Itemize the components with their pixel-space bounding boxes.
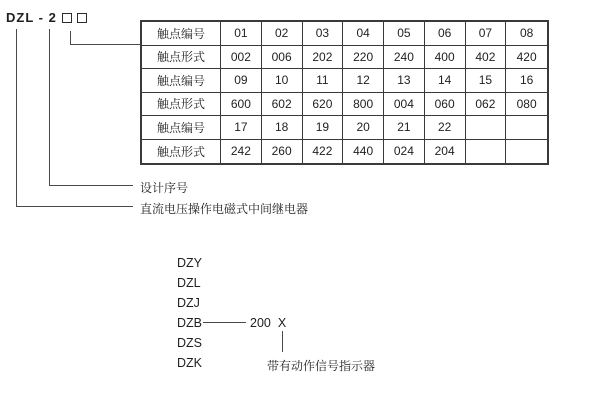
value-cell: 14 [425,69,466,93]
value-cell: 002 [221,46,262,70]
value-cell: 202 [303,46,344,70]
value-cell: 04 [343,22,384,46]
value-cell: 220 [343,46,384,70]
row-label-cell: 触点形式 [142,140,221,164]
value-cell: 440 [343,140,384,164]
value-cell: 600 [221,93,262,117]
value-cell: 242 [221,140,262,164]
value-cell: 006 [262,46,303,70]
value-cell: 18 [262,116,303,140]
value-cell: 400 [425,46,466,70]
series-list [177,253,202,373]
model-code [6,10,87,25]
value-cell: 240 [384,46,425,70]
value-cell: 06 [425,22,466,46]
dzb-value [250,314,286,332]
value-cell: 004 [384,93,425,117]
indicator-note: 带有动作信号指示器 [267,359,376,373]
value-cell: 21 [384,116,425,140]
value-cell: 09 [221,69,262,93]
value-cell: 420 [506,46,547,70]
connector-hline-placeholder-to-table [70,44,140,45]
connector-hline-dzb-value [203,322,246,323]
value-cell: 17 [221,116,262,140]
value-cell: 10 [262,69,303,93]
value-cell: 800 [343,93,384,117]
value-cell: 13 [384,69,425,93]
value-cell: 08 [506,22,547,46]
series-item: DZJ [177,296,200,310]
series-item: DZK [177,356,202,370]
dzb-value-suffix: X [277,316,287,330]
placeholder-box [62,13,72,23]
value-cell: 12 [343,69,384,93]
value-cell [466,116,507,140]
value-cell: 15 [466,69,507,93]
row-label-cell: 触点形式 [142,93,221,117]
value-cell: 062 [466,93,507,117]
value-cell: 060 [425,93,466,117]
row-label-cell: 触点编号 [142,69,221,93]
model-code-text: DZL - 2 [6,10,57,25]
connector-hline-relay-description [16,206,133,207]
value-cell: 11 [303,69,344,93]
value-cell: 602 [262,93,303,117]
row-label-cell: 触点形式 [142,46,221,70]
value-cell [466,140,507,164]
value-cell: 02 [262,22,303,46]
value-cell: 05 [384,22,425,46]
connector-vline-placeholder [70,31,71,45]
design-serial-label: 设计序号 [140,181,189,195]
connector-vline-indicator [282,331,283,352]
value-cell: 03 [303,22,344,46]
connector-vline-relay-description [16,29,17,207]
value-cell: 22 [425,116,466,140]
value-cell: 204 [425,140,466,164]
value-cell: 07 [466,22,507,46]
value-cell: 080 [506,93,547,117]
value-cell: 01 [221,22,262,46]
value-cell: 260 [262,140,303,164]
value-cell: 20 [343,116,384,140]
contact-spec-table [140,20,549,165]
value-cell [506,140,547,164]
row-label-cell: 触点编号 [142,116,221,140]
value-cell [506,116,547,140]
connector-hline-design-serial [49,185,133,186]
value-cell: 024 [384,140,425,164]
relay-description-label: 直流电压操作电磁式中间继电器 [140,202,309,216]
dzb-value-number: 200 [250,316,271,330]
series-item: DZB [177,316,202,330]
value-cell: 422 [303,140,344,164]
series-item: DZS [177,336,202,350]
value-cell: 402 [466,46,507,70]
value-cell: 16 [506,69,547,93]
value-cell: 19 [303,116,344,140]
placeholder-box [77,13,87,23]
value-cell: 620 [303,93,344,117]
series-item: DZY [177,256,202,270]
row-label-cell: 触点编号 [142,22,221,46]
connector-vline-design-serial [49,29,50,186]
series-item: DZL [177,276,201,290]
